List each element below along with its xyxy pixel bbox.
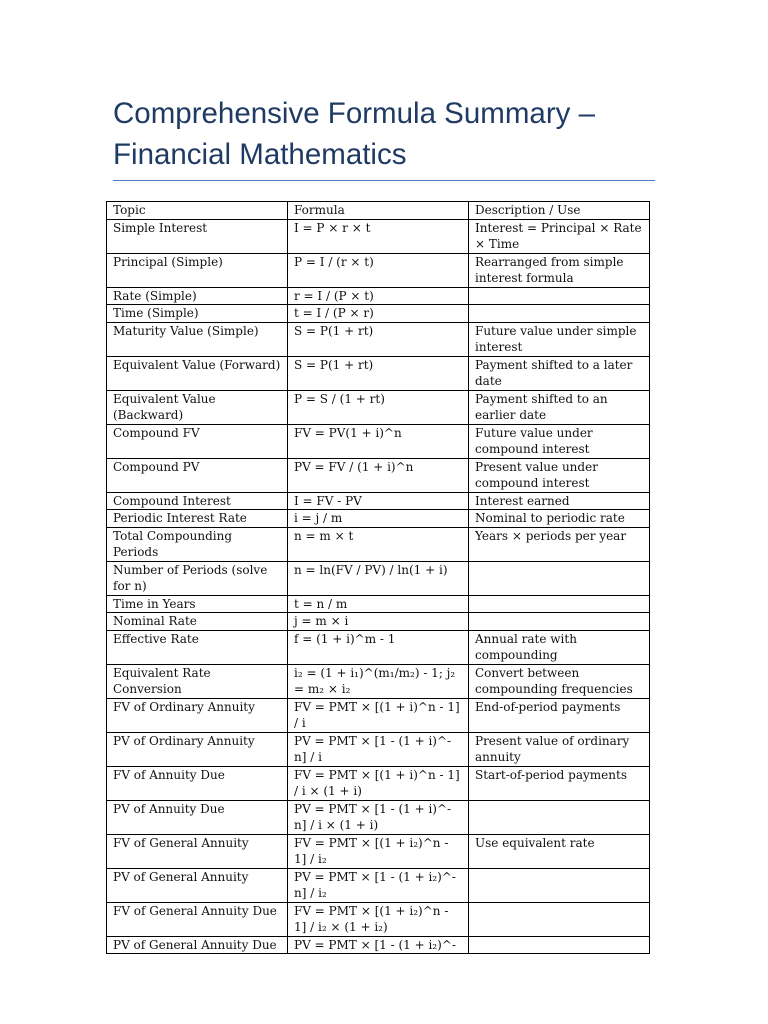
table-row xyxy=(107,424,650,458)
cell-formula: n = ln(FV / PV) / ln(1 + i) xyxy=(288,561,469,595)
cell-description: Use equivalent rate xyxy=(469,834,650,868)
table-row xyxy=(107,356,650,390)
cell-topic: FV of General Annuity xyxy=(107,834,288,868)
cell-formula: j = m × i xyxy=(288,613,469,631)
cell-formula: S = P(1 + rt) xyxy=(288,322,469,356)
cell-description xyxy=(469,868,650,902)
cell-description xyxy=(469,561,650,595)
cell-description: Rearranged from simple interest formula xyxy=(469,253,650,287)
table-row xyxy=(107,732,650,766)
column-header-topic: Topic xyxy=(107,202,288,220)
cell-description: Payment shifted to an earlier date xyxy=(469,390,650,424)
cell-description xyxy=(469,595,650,613)
cell-formula: i₂ = (1 + i₁)^(m₁/m₂) - 1; j₂ = m₂ × i₂ xyxy=(288,664,469,698)
cell-topic: Periodic Interest Rate xyxy=(107,510,288,528)
cell-topic: FV of Ordinary Annuity xyxy=(107,698,288,732)
table-row xyxy=(107,936,650,954)
cell-formula: FV = PMT × [(1 + i)^n - 1] / i × (1 + i) xyxy=(288,766,469,800)
cell-description: Years × periods per year xyxy=(469,527,650,561)
cell-description xyxy=(469,800,650,834)
cell-topic: Time (Simple) xyxy=(107,305,288,323)
cell-formula: PV = PMT × [1 - (1 + i₂)^-n] / i₂ xyxy=(288,868,469,902)
cell-description: Nominal to periodic rate xyxy=(469,510,650,528)
cell-topic: Equivalent Value (Backward) xyxy=(107,390,288,424)
cell-formula: FV = PMT × [(1 + i₂)^n - 1] / i₂ xyxy=(288,834,469,868)
table-row xyxy=(107,219,650,253)
cell-formula: S = P(1 + rt) xyxy=(288,356,469,390)
table-row xyxy=(107,766,650,800)
table-row xyxy=(107,630,650,664)
table-row xyxy=(107,834,650,868)
cell-formula: PV = PMT × [1 - (1 + i)^-n] / i xyxy=(288,732,469,766)
cell-formula: t = I / (P × r) xyxy=(288,305,469,323)
cell-formula: r = I / (P × t) xyxy=(288,287,469,305)
cell-formula: PV = FV / (1 + i)^n xyxy=(288,458,469,492)
cell-formula: PV = PMT × [1 - (1 + i₂)^- xyxy=(288,936,469,954)
cell-description xyxy=(469,305,650,323)
cell-topic: PV of Ordinary Annuity xyxy=(107,732,288,766)
table-row xyxy=(107,868,650,902)
cell-formula: P = I / (r × t) xyxy=(288,253,469,287)
cell-description xyxy=(469,613,650,631)
table-row xyxy=(107,698,650,732)
cell-formula: f = (1 + i)^m - 1 xyxy=(288,630,469,664)
cell-description: Present value of ordinary annuity xyxy=(469,732,650,766)
cell-topic: FV of Annuity Due xyxy=(107,766,288,800)
document-title xyxy=(113,93,673,175)
cell-topic: Compound PV xyxy=(107,458,288,492)
cell-description: Future value under simple interest xyxy=(469,322,650,356)
table-row xyxy=(107,664,650,698)
column-header-description: Description / Use xyxy=(469,202,650,220)
cell-topic: Simple Interest xyxy=(107,219,288,253)
cell-topic: Time in Years xyxy=(107,595,288,613)
cell-formula: FV = PV(1 + i)^n xyxy=(288,424,469,458)
table-header-row xyxy=(107,202,650,220)
table-row xyxy=(107,613,650,631)
cell-description xyxy=(469,936,650,954)
cell-description xyxy=(469,902,650,936)
cell-description: Interest earned xyxy=(469,492,650,510)
table-row xyxy=(107,458,650,492)
title-line-2: Financial Mathematics xyxy=(113,138,407,171)
table-row xyxy=(107,902,650,936)
cell-topic: PV of General Annuity xyxy=(107,868,288,902)
table-row xyxy=(107,800,650,834)
cell-topic: Equivalent Rate Conversion xyxy=(107,664,288,698)
table-row xyxy=(107,510,650,528)
cell-description: Present value under compound interest xyxy=(469,458,650,492)
cell-description: Payment shifted to a later date xyxy=(469,356,650,390)
title-underline xyxy=(113,180,655,181)
cell-topic: Number of Periods (solve for n) xyxy=(107,561,288,595)
cell-topic: Total Compounding Periods xyxy=(107,527,288,561)
cell-formula: I = P × r × t xyxy=(288,219,469,253)
cell-formula: FV = PMT × [(1 + i₂)^n - 1] / i₂ × (1 + i₂) xyxy=(288,902,469,936)
cell-topic: Maturity Value (Simple) xyxy=(107,322,288,356)
cell-topic: Rate (Simple) xyxy=(107,287,288,305)
table-row xyxy=(107,390,650,424)
cell-formula: i = j / m xyxy=(288,510,469,528)
formula-table xyxy=(106,201,650,954)
cell-description: Interest = Principal × Rate × Time xyxy=(469,219,650,253)
cell-description: End-of-period payments xyxy=(469,698,650,732)
cell-topic: Nominal Rate xyxy=(107,613,288,631)
cell-formula: I = FV - PV xyxy=(288,492,469,510)
cell-description: Start-of-period payments xyxy=(469,766,650,800)
cell-formula: FV = PMT × [(1 + i)^n - 1] / i xyxy=(288,698,469,732)
table-row xyxy=(107,305,650,323)
table-row xyxy=(107,527,650,561)
cell-topic: Effective Rate xyxy=(107,630,288,664)
cell-formula: PV = PMT × [1 - (1 + i)^-n] / i × (1 + i) xyxy=(288,800,469,834)
cell-description xyxy=(469,287,650,305)
cell-description: Convert between compounding frequencies xyxy=(469,664,650,698)
cell-topic: Equivalent Value (Forward) xyxy=(107,356,288,390)
cell-formula: n = m × t xyxy=(288,527,469,561)
cell-formula: P = S / (1 + rt) xyxy=(288,390,469,424)
title-line-1: Comprehensive Formula Summary – xyxy=(113,97,595,130)
column-header-formula: Formula xyxy=(288,202,469,220)
table-row xyxy=(107,287,650,305)
table-row xyxy=(107,322,650,356)
table-row xyxy=(107,595,650,613)
cell-topic: FV of General Annuity Due xyxy=(107,902,288,936)
cell-topic: PV of General Annuity Due xyxy=(107,936,288,954)
cell-topic: PV of Annuity Due xyxy=(107,800,288,834)
cell-description: Annual rate with compounding xyxy=(469,630,650,664)
cell-formula: t = n / m xyxy=(288,595,469,613)
table-row xyxy=(107,253,650,287)
cell-description: Future value under compound interest xyxy=(469,424,650,458)
cell-topic: Compound Interest xyxy=(107,492,288,510)
table-row xyxy=(107,561,650,595)
cell-topic: Compound FV xyxy=(107,424,288,458)
table-row xyxy=(107,492,650,510)
cell-topic: Principal (Simple) xyxy=(107,253,288,287)
